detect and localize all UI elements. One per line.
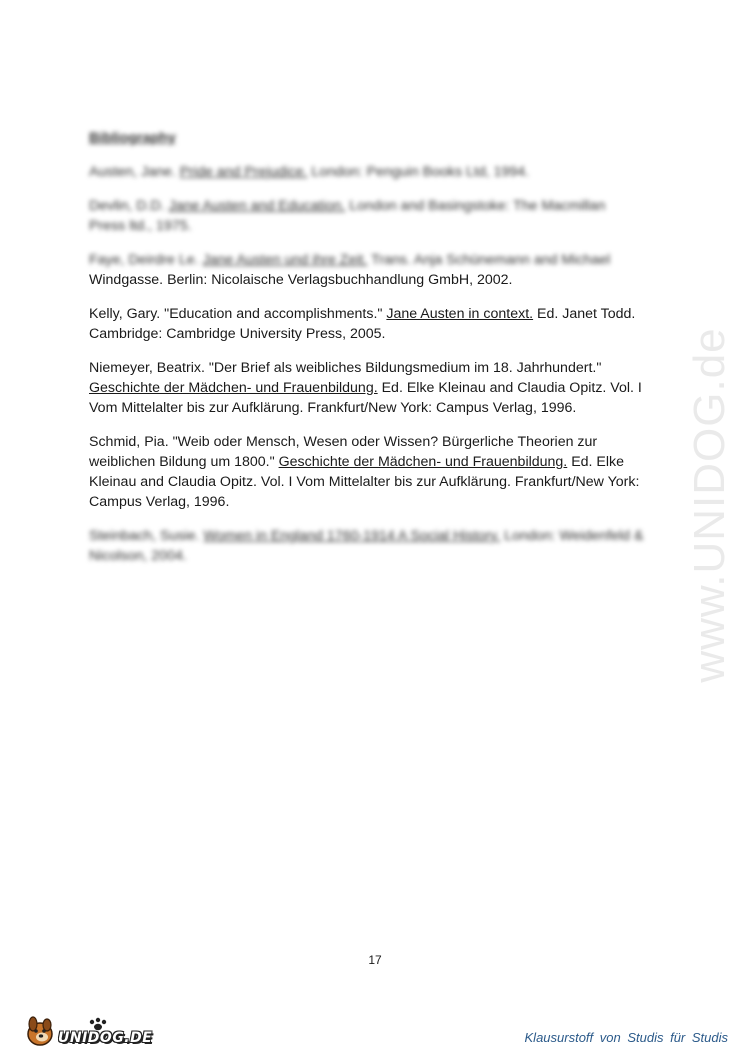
bib-entry-niemeyer: Niemeyer, Beatrix. "Der Brief als weibliches Bildungsmedium im 18. Jahrhundert." Geschichte der Mädchen- und Frauenbildung. Ed. Elke Kleinau and Claudia Opitz. Vol. I Vom Mittelalter bis zur Aufklärung. Frankfurt/New York: Campus Verlag, 1996.	[89, 360, 642, 416]
bib-title: Pride and Prejudice.	[179, 164, 308, 180]
footer-tagline: Klausurstoff von Studis für Studis	[524, 1030, 728, 1045]
logo-text: UNIDOG.DE	[58, 1030, 153, 1046]
bib-entry-faye: Faye, Deirdre Le. Jane Austen und ihre Zeit. Trans. Anja Schünemann and Michael Windgasse. Berlin: Nicolaische Verlagsbuchhandlung GmbH, 2002.	[89, 252, 611, 288]
bibliography-heading: Bibliography	[89, 130, 176, 146]
bib-title: Geschichte der Mädchen- und Frauenbildung.	[89, 380, 378, 396]
bib-title: Jane Austen and Education.	[168, 198, 346, 214]
bib-entry-faye-continued: Windgasse. Berlin: Nicolaische Verlagsbuchhandlung GmbH, 2002.	[89, 272, 513, 288]
watermark	[685, 280, 734, 730]
bib-title: Geschichte der Mädchen- und Frauenbildung.	[278, 454, 568, 470]
bib-entry-schmid: Schmid, Pia. "Weib oder Mensch, Wesen oder Wissen? Bürgerliche Theorien zur weiblichen Bildung um 1800." Geschichte der Mädchen- und Frauenbildung. Ed. Elke Kleinau and Claudia Opitz. Vol. I Vom Mittelalter bis zur Aufklärung. Frankfurt/New York: Campus Verlag, 1996.	[89, 434, 640, 510]
bib-title: Jane Austen und ihre Zeit.	[202, 252, 368, 268]
bib-title: Women in England 1760-1914 A Social History.	[203, 528, 501, 544]
bib-title: Jane Austen in context.	[386, 306, 534, 322]
bib-entry-steinbach: Steinbach, Susie. Women in England 1760-1914 A Social History. London: Weidenfeld & Nicolson, 2004.	[89, 528, 644, 564]
bib-entry-austen: Austen, Jane. Pride and Prejudice. London: Penguin Books Ltd, 1994.	[89, 164, 530, 180]
bib-entry-kelly: Kelly, Gary. "Education and accomplishments." Jane Austen in context. Ed. Janet Todd. Cambridge: Cambridge University Press, 2005.	[89, 306, 636, 342]
unidog-logo[interactable]	[22, 1012, 152, 1050]
watermark-text: www.UNIDOG.de	[685, 327, 734, 683]
page-number: 17	[368, 953, 382, 967]
bibliography-section	[89, 128, 645, 580]
bib-entry-devlin: Devlin, D.D. Jane Austen and Education. London and Basingstoke: The Macmillan Press ltd., 1975.	[89, 198, 606, 234]
